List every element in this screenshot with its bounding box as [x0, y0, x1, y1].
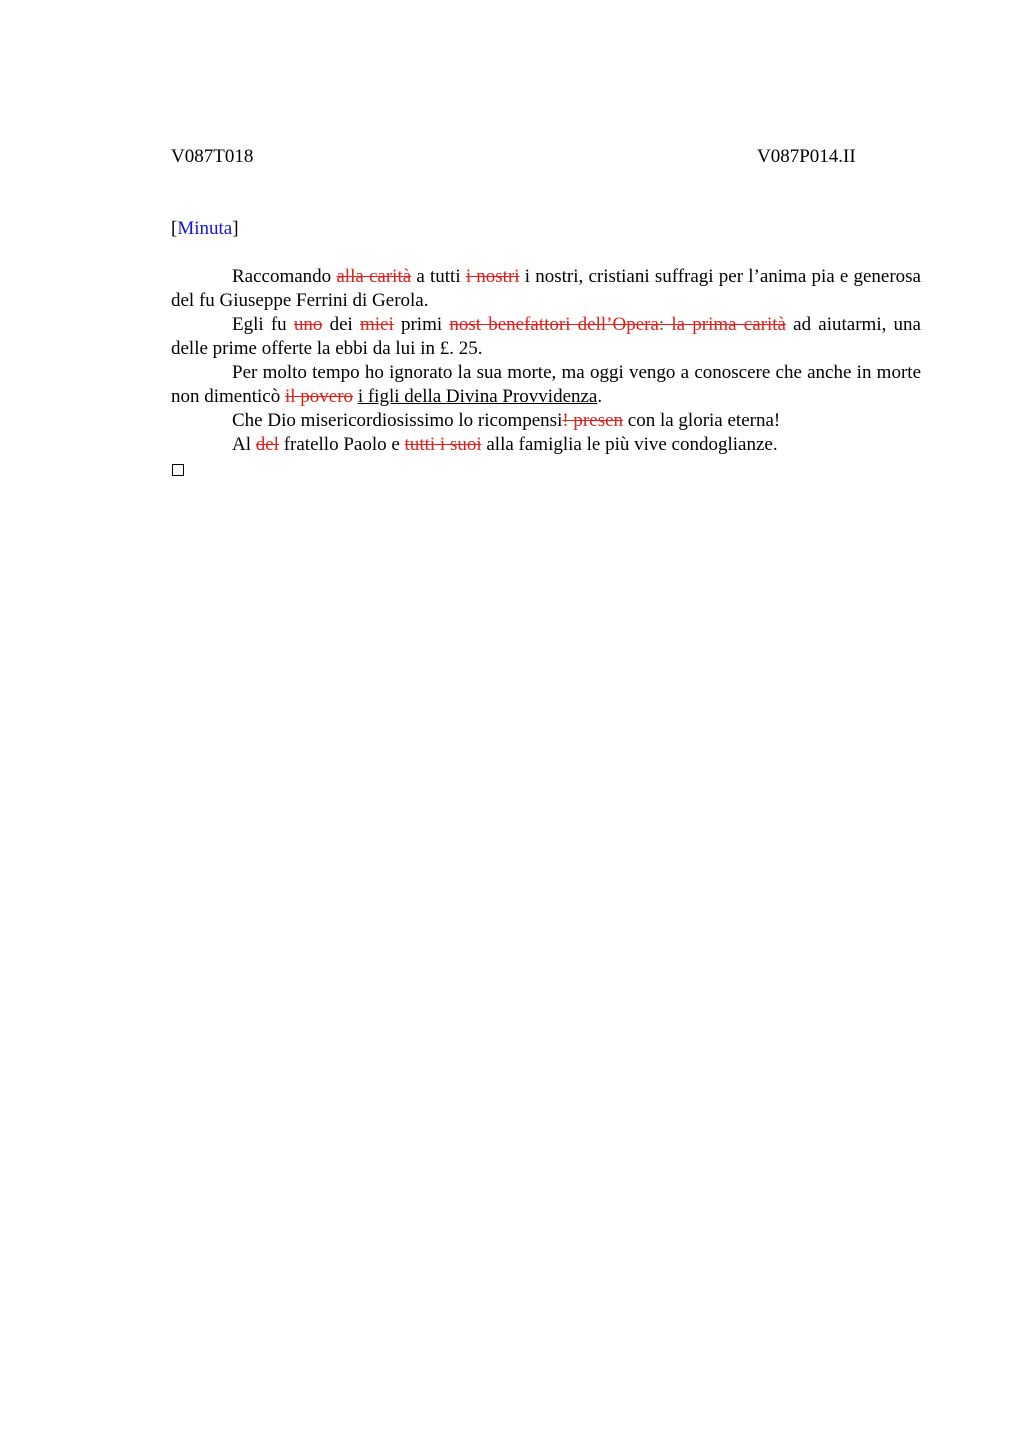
deleted-text: ! presen	[562, 410, 624, 431]
text-segment: fratello Paolo e	[278, 434, 405, 455]
underlined-text: i figli della Divina Provvidenza	[357, 386, 598, 407]
document-type-label	[171, 217, 921, 241]
paragraph-3	[171, 361, 921, 409]
text-segment: .	[597, 386, 603, 407]
label-close-bracket: ]	[232, 218, 239, 239]
text-segment: con la gloria eterna!	[623, 410, 781, 431]
text-segment: primi	[393, 314, 450, 335]
paragraph-1	[171, 265, 921, 313]
text-segment: Egli fu	[232, 314, 294, 335]
empty-square-icon	[172, 464, 184, 476]
document-page	[171, 145, 921, 483]
paragraph-5	[171, 433, 921, 457]
deleted-text: tutti i suoi	[404, 434, 482, 455]
text-segment: dei	[322, 314, 360, 335]
paragraph-2	[171, 313, 921, 361]
label-open-bracket: [	[171, 218, 178, 239]
end-of-text-marker	[171, 457, 921, 483]
document-header	[171, 145, 921, 169]
document-code-right: V087P014.II	[757, 146, 856, 167]
deleted-text: del	[255, 434, 279, 455]
text-segment: Per molto tempo ho ignorato la sua morte, ma oggi vengo a conoscere che anche in morte non dimenticò	[171, 362, 921, 407]
text-segment: ad aiutarmi, una delle prime offerte la ebbi da lui in £. 25.	[171, 314, 921, 359]
deleted-text: il povero	[284, 386, 354, 407]
text-segment: Al	[232, 434, 256, 455]
label-minuta: Minuta	[177, 218, 233, 239]
text-segment: i nostri, cristiani suffragi per l’anima pia e generosa del fu Giuseppe Ferrini di Gerola.	[171, 266, 921, 311]
letter-body	[171, 265, 921, 457]
deleted-text: miei	[359, 314, 394, 335]
deleted-text: alla carità	[336, 266, 412, 287]
paragraph-4	[171, 409, 921, 433]
deleted-text: uno	[293, 314, 323, 335]
text-segment: Raccomando	[232, 266, 337, 287]
deleted-text: i nostri	[465, 266, 520, 287]
text-segment: Che Dio misericordiosissimo lo ricompensi	[232, 410, 563, 431]
document-code-left: V087T018	[171, 146, 254, 167]
text-segment: a tutti	[411, 266, 466, 287]
text-segment: alla famiglia le più vive condoglianze.	[481, 434, 778, 455]
deleted-text: nost benefattori dell’Opera: la prima carità	[449, 314, 786, 335]
